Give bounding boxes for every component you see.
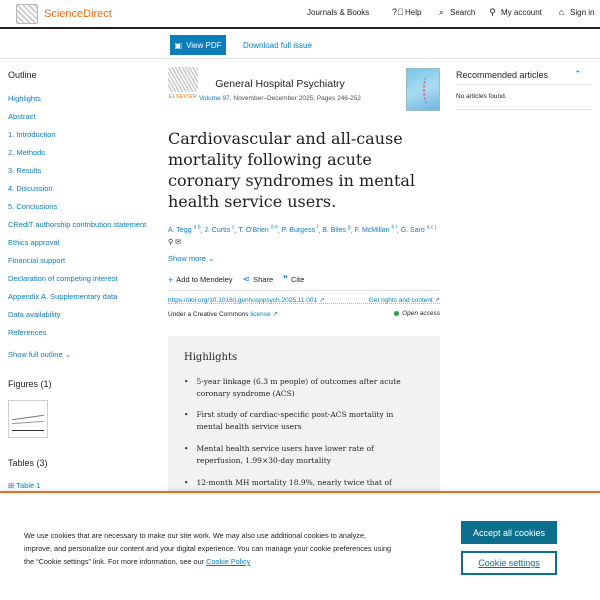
article-title: Cardiovascular and all-cause mortality following acute coronary syndromes in mental health service users. xyxy=(168,129,416,211)
doi-row xyxy=(168,290,440,304)
person-icon: ⚲ xyxy=(489,7,496,17)
cookie-policy-link[interactable]: Cookie Policy xyxy=(206,557,251,566)
outline-link[interactable]: References xyxy=(8,328,47,337)
elsevier-label: ELSEVIER xyxy=(168,94,198,100)
outline-link[interactable]: 3. Results xyxy=(8,166,42,175)
outline-link[interactable]: Data availability xyxy=(8,310,61,319)
license-prefix: Under a Creative Commons xyxy=(168,311,251,318)
cookie-text: We use cookies that are necessary to make our site work. We may also use additional cookies to analyze, improve, and personalize our content and your digital experience. You can manage your cookie preferences using the “Cookie settings” link. For more information, see our xyxy=(24,531,392,566)
outline-link[interactable]: 2. Methods xyxy=(8,148,46,157)
nav-journals-books[interactable] xyxy=(307,8,369,17)
author-link[interactable]: A. Tegg $^{a b}$ xyxy=(168,225,201,235)
cite-button[interactable] xyxy=(283,274,304,285)
figure-thumbnail[interactable] xyxy=(8,400,48,438)
nav-label: Search xyxy=(450,8,476,17)
email-icon[interactable]: ✉ xyxy=(175,239,181,247)
table-link-label: Table 1 xyxy=(16,481,41,490)
figures-heading: Figures (1) xyxy=(8,379,52,389)
outline-link[interactable]: CRediT authorship contribution statement xyxy=(8,220,147,229)
license-row xyxy=(168,310,440,318)
rights-link[interactable]: Get rights and content ↗ xyxy=(368,297,440,304)
outline-link[interactable]: Appendix A. Supplementary data xyxy=(8,292,118,301)
author-link[interactable]: P. Burgess $^f$ xyxy=(281,225,319,235)
institution-icon: ⌂ xyxy=(558,7,565,17)
tables-heading: Tables (3) xyxy=(8,458,48,468)
no-articles-message: No articles found. xyxy=(456,93,507,100)
quote-icon: ❞ xyxy=(283,274,288,284)
highlight-item: • Mental health service users have lower rate of reperfusion, 1.99×30-day mortality xyxy=(184,444,374,465)
view-pdf-label: View PDF xyxy=(186,40,222,50)
nav-help[interactable] xyxy=(392,8,421,17)
cookie-settings-button[interactable]: Cookie settings xyxy=(461,551,557,575)
article-tools xyxy=(168,274,304,285)
recommended-articles-heading: Recommended articles xyxy=(456,70,549,80)
author-link[interactable]: B. Biles $^g$ xyxy=(322,225,351,235)
accept-all-cookies-button[interactable]: Accept all cookies xyxy=(461,521,557,544)
elsevier-tree-icon xyxy=(16,4,38,24)
share-button[interactable] xyxy=(243,274,274,285)
open-access-label: Open access xyxy=(402,310,440,317)
show-more-button[interactable] xyxy=(168,254,214,263)
cite-label: Cite xyxy=(290,275,305,284)
add-to-mendeley-button[interactable] xyxy=(168,274,233,285)
open-access-badge xyxy=(394,310,440,317)
highlights-heading: Highlights xyxy=(184,352,238,363)
outline-link[interactable]: 4. Discussion xyxy=(8,184,53,193)
mendeley-label: Add to Mendeley xyxy=(176,275,233,284)
nav-search[interactable] xyxy=(437,8,475,17)
top-header xyxy=(0,0,600,29)
outline-sidebar xyxy=(0,59,158,499)
outline-link[interactable]: Declaration of competing interest xyxy=(8,274,118,283)
outline-link[interactable]: Abstract xyxy=(8,112,36,121)
download-full-issue-link[interactable]: Download full issue xyxy=(243,41,312,50)
outline-link[interactable]: 5. Conclusions xyxy=(8,202,58,211)
view-pdf-button[interactable] xyxy=(170,35,226,55)
nav-label: Help xyxy=(405,8,422,17)
show-full-outline-button[interactable] xyxy=(8,350,71,359)
nav-sign-in[interactable] xyxy=(557,8,594,17)
author-link[interactable]: G. Saro $^{a c j}$ xyxy=(400,225,436,235)
article-action-bar xyxy=(0,31,600,59)
share-label: Share xyxy=(253,275,274,284)
brand-name: ScienceDirect xyxy=(44,8,112,20)
table-link[interactable] xyxy=(8,481,40,490)
journal-title-link[interactable]: General Hospital Psychiatry xyxy=(215,78,345,90)
plus-icon: + xyxy=(168,274,174,285)
highlight-item: • 12-month MH mortality 18.9%, nearly twice that of xyxy=(184,478,392,487)
pdf-icon: ▣ xyxy=(174,40,183,50)
share-icon: ⋖ xyxy=(242,274,251,284)
highlight-item: • 5-year linkage (6.3 m people) of outcomes after acute coronary syndrome (ACS) xyxy=(184,377,401,398)
nav-label: Journals & Books xyxy=(307,8,370,17)
outline-link[interactable]: Financial support xyxy=(8,256,66,265)
doi-link[interactable]: https://doi.org/10.1016/j.genhosppsych.2025.11.001 ↗ xyxy=(168,297,325,304)
show-more-label: Show more xyxy=(168,254,206,263)
help-icon: ?⃝ xyxy=(392,7,404,17)
search-icon: ⌕ xyxy=(438,7,445,17)
chevron-up-icon[interactable]: ⌃ xyxy=(574,69,582,79)
outline-link[interactable]: Ethics approval xyxy=(8,238,60,247)
journal-cover-image[interactable] xyxy=(406,68,440,111)
nav-label: Sign in xyxy=(570,8,595,17)
person-icon: ⚲ xyxy=(168,239,174,247)
outline-link[interactable]: 1. Introduction xyxy=(8,130,56,139)
sciencedirect-logo[interactable] xyxy=(16,4,112,24)
volume-info xyxy=(168,95,392,102)
table-icon: ⊞ xyxy=(8,481,17,490)
author-link[interactable]: F. McMillan $^{h i}$ xyxy=(354,225,397,235)
outline-link[interactable]: Highlights xyxy=(8,94,41,103)
cookie-banner xyxy=(0,491,600,600)
nav-label: My account xyxy=(501,8,542,17)
cookie-message xyxy=(24,529,394,568)
volume-link[interactable]: Volume 97 xyxy=(199,95,230,102)
volume-rest: , November–December 2025, Pages 246-252 xyxy=(229,95,361,102)
chevron-down-icon: ⌄ xyxy=(64,350,72,359)
license-link[interactable]: license ↗ xyxy=(250,311,278,318)
nav-my-account[interactable] xyxy=(488,8,542,17)
author-link[interactable]: J. Curtis $^c$ xyxy=(204,225,235,235)
author-link[interactable]: T. O'Brien $^{d e}$ xyxy=(238,225,278,235)
highlight-item: • First study of cardiac-specific post-ACS mortality in mental health service users xyxy=(184,410,394,431)
show-full-outline-label: Show full outline xyxy=(8,350,63,359)
chevron-down-icon: ⌄ xyxy=(208,254,215,263)
open-access-dot-icon xyxy=(394,311,399,316)
author-list: A. Tegg $^{a b}$, J. Curtis $^c$, T. O'Brien $^{d e}$, P. Burgess $^f$, B. Biles $^g$, F. McMillan $^{h i}$, G. Saro $^{a c j}$ ⚲ ✉ xyxy=(168,225,436,247)
outline-heading: Outline xyxy=(8,70,37,80)
highlights-box xyxy=(168,336,440,506)
